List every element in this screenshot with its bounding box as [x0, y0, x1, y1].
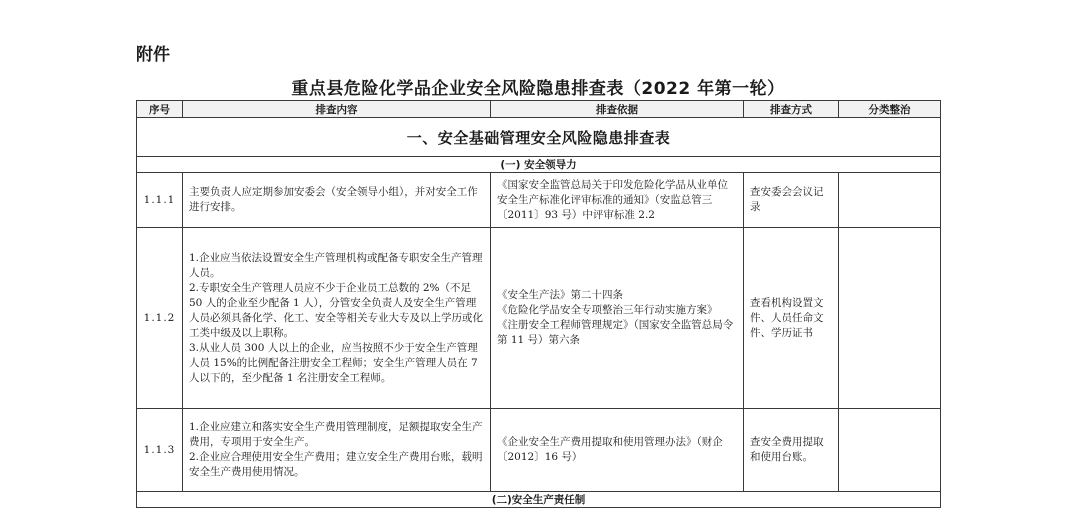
table-header-row [137, 101, 941, 118]
content-line: 主要负责人应定期参加安委会（安全领导小组），并对安全工作进行安排。 [189, 186, 478, 213]
row-content [183, 409, 491, 492]
table-row [137, 173, 941, 228]
row-remediation [839, 173, 941, 228]
basis-line: 《企业安全生产费用提取和使用管理办法》（财企〔2012〕16 号） [497, 436, 723, 463]
row-method: 查安委会会议记录 [744, 173, 839, 228]
row-seq: 1.1.3 [137, 409, 183, 492]
header-seq: 序号 [137, 101, 183, 118]
basis-line: 《安全生产法》第二十四条 [497, 289, 623, 301]
basis-line: 《危险化学品安全专项整治三年行动实施方案》 [497, 304, 718, 316]
attachment-label: 附件 [136, 45, 170, 65]
row-method: 查看机构设置文件、人员任命文件、学历证书 [744, 228, 839, 409]
row-content [183, 228, 491, 409]
row-method: 查安全费用提取和使用台账。 [744, 409, 839, 492]
header-content: 排查内容 [183, 101, 491, 118]
header-method: 排查方式 [744, 101, 839, 118]
subsection-row-1 [137, 157, 941, 173]
content-line: 1.企业应当依法设置安全生产管理机构或配备专职安全生产管理人员。 [189, 251, 483, 279]
table-row [137, 409, 941, 492]
section-title-row [137, 118, 941, 157]
subsection-row-2 [137, 492, 941, 508]
inspection-table [136, 100, 941, 508]
row-seq: 1.1.2 [137, 228, 183, 409]
row-remediation [839, 228, 941, 409]
section-title: 一、安全基础管理安全风险隐患排查表 [137, 118, 941, 157]
document-title: 重点县危险化学品企业安全风险隐患排查表（2022 年第一轮） [291, 79, 785, 99]
subsection-title: (一) 安全领导力 [137, 157, 941, 173]
content-line: 1.企业应建立和落实安全生产费用管理制度，足额提取安全生产费用，专项用于安全生产。 [189, 421, 483, 448]
row-basis [491, 173, 744, 228]
header-remediation: 分类整治 [839, 101, 941, 118]
row-basis [491, 228, 744, 409]
content-line: 3.从业人员 300 人以上的企业，应当按照不少于安全生产管理人员 15%的比例配备注册安全工程师；安全生产管理人员在 7 人以下的，至少配备 1 名注册安全工程师。 [189, 341, 478, 384]
content-line: 2.企业应合理使用安全生产费用；建立安全生产费用台账，载明安全生产费用使用情况。 [189, 451, 483, 478]
row-seq: 1.1.1 [137, 173, 183, 228]
basis-line: 《注册安全工程师管理规定》（国家安全监管总局令第 11 号）第六条 [497, 319, 734, 346]
header-basis: 排查依据 [491, 101, 744, 118]
row-remediation [839, 409, 941, 492]
row-content [183, 173, 491, 228]
subsection-title: (二)安全生产责任制 [137, 492, 941, 508]
table-row [137, 228, 941, 409]
row-basis [491, 409, 744, 492]
content-line: 2.专职安全生产管理人员应不少于企业员工总数的 2%（不足 50 人的企业至少配备 1 人），分管安全负责人及安全生产管理人员必须具备化学、化工、安全等相关专业大专及以上学历或化工类中级及以上职称。 [189, 281, 483, 339]
basis-line: 《国家安全监管总局关于印发危险化学品从业单位安全生产标准化评审标准的通知》（安监总管三〔2011〕93 号）中评审标准 2.2 [497, 178, 728, 221]
